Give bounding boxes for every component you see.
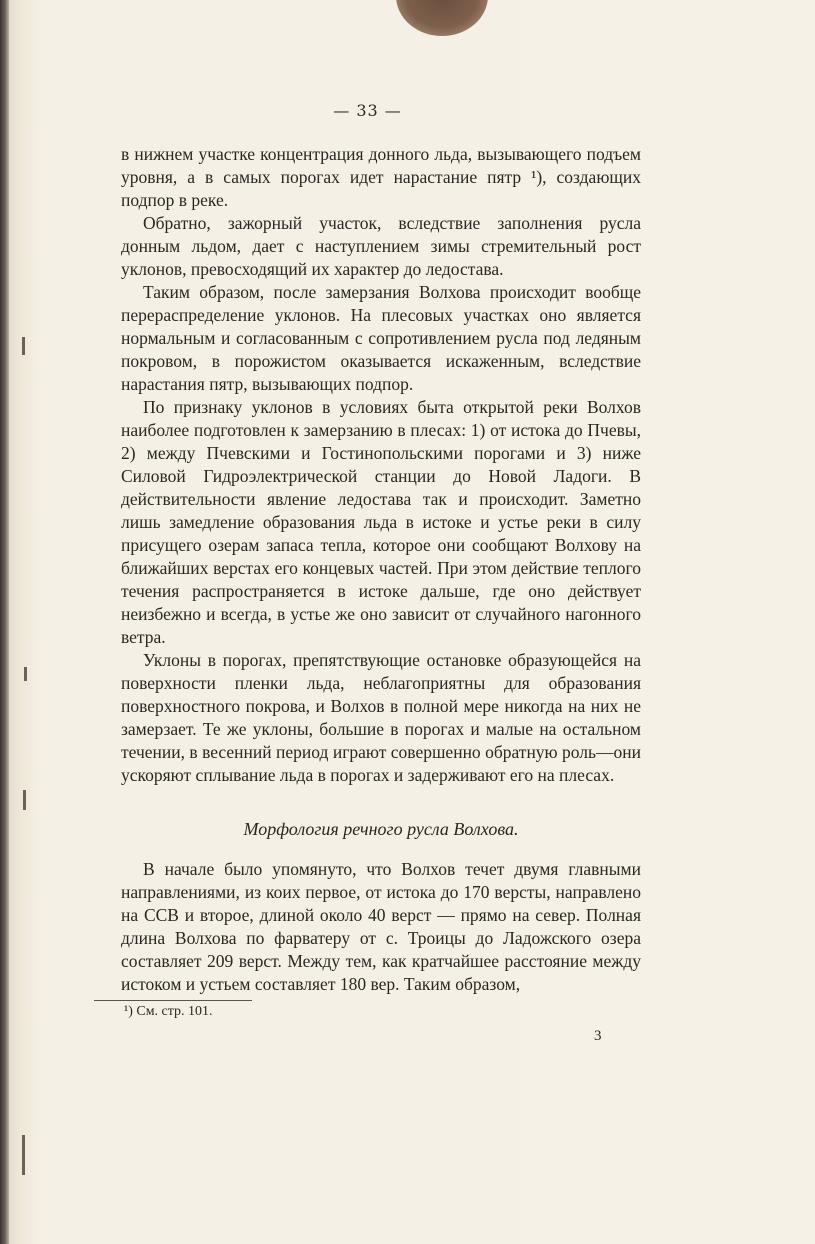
page-number: — 33 — [333,101,402,120]
margin-mark [24,667,27,681]
margin-mark [22,1135,25,1175]
paragraph: Уклоны в порогах, препятствующие остановке образующейся на поверхности пленки льда, неблагоприятны для образования поверхностного покрова, и Волхов в полной мере никогда на них не замерзает. Те же уклоны, большие в порогах и малые на остальном течении, в весенний период играют совершенно обратную роль—они ускоряют сплывание льда в порогах и задерживают его на плесах. [121,650,641,785]
paragraph: По признаку уклонов в условиях быта открытой реки Волхов наиболее подготовлен к замерзанию в плесах: 1) от истока до Пчевы, 2) между Пчевскими и Гостинопольскими порогами и 3) ниже Силовой Гидроэлектрической станции до Новой Ладоги. В действительности явление ледостава так и происходит. Заметно лишь замедление образования льда в истоке и устье реки в силу присущего озерам запаса тепла, которое они сообщают Волхову на ближайших верстах его концевых частей. При этом действие теплого течения распространяется в истоке дальше, где оно действует неизбежно и всегда, в устье же оно зависит от случайного нагонного ветра. [121,397,641,647]
paragraph: Таким образом, после замерзания Волхова происходит вообще перераспределение уклонов. На плесовых участках оно является нормальным и согласованным с сопротивлением русла под ледяным покровом, в порожистом оказывается искаженным, вследствие нарастания пятр, вызывающих подпор. [121,282,641,394]
section-body-text [121,858,641,996]
body-text [121,143,641,787]
section-heading: Морфология речного русла Волхова. [243,819,519,839]
punch-hole [396,0,488,36]
margin-mark [23,790,26,810]
paragraph: В начале было упомянуто, что Волхов течет двумя главными направлениями, из коих первое, от истока до 170 версты, направлено на ССВ и второе, длиной около 40 верст — прямо на север. Полная длина Волхова по фарватеру от с. Троицы до Ладожского озера составляет 209 верст. Между тем, как кратчайшее расстояние между истоком и устьем составляет 180 вер. Таким образом, [121,859,641,994]
paragraph: Обратно, зажорный участок, вследствие заполнения русла донным льдом, дает с наступлением зимы стремительный рост уклонов, превосходящий их характер до ледостава. [121,213,641,279]
footnote-divider [94,1000,252,1001]
paragraph: в нижнем участке концентрация донного льда, вызывающего подъем уровня, а в самых порогах идет нарастание пятр ¹), создающих подпор в реке. [121,144,641,210]
binding-edge [0,0,9,1244]
footnote: ¹) См. стр. 101. [124,1004,213,1019]
margin-mark [22,337,25,355]
signature-mark: 3 [594,1028,602,1044]
